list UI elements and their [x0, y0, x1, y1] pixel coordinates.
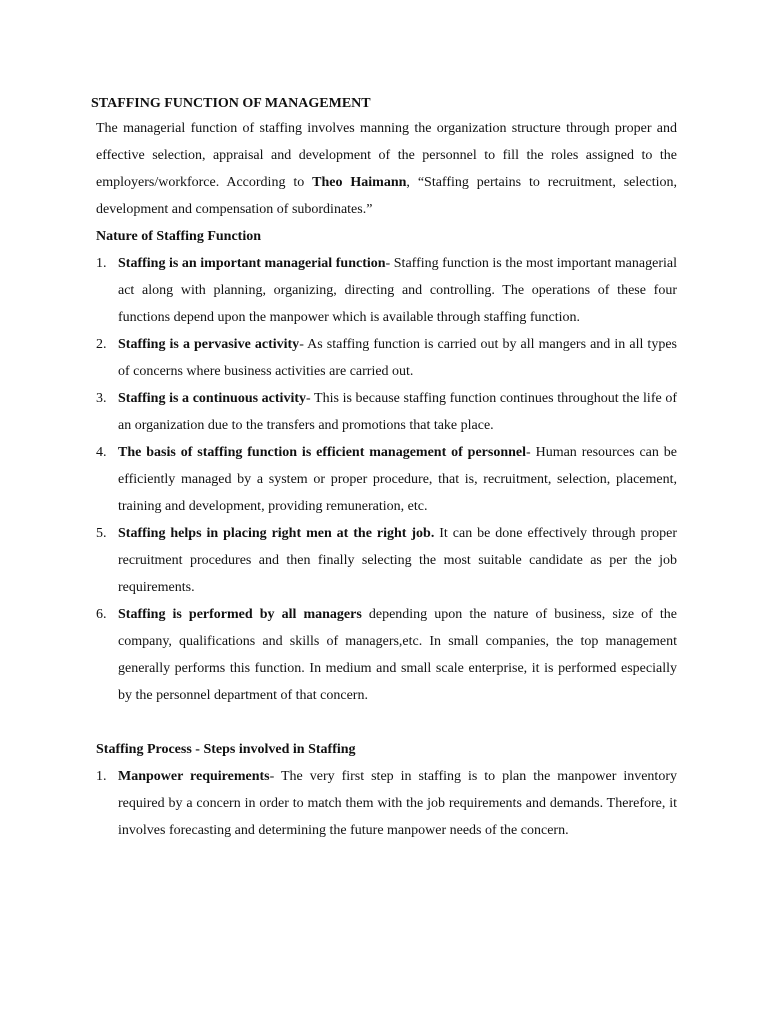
intro-text-2: , “Staffing pertains to recruitment, selection, development and compensation of subordinates.” — [96, 175, 677, 217]
nature-heading: Nature of Staffing Function — [96, 229, 262, 244]
list-item — [96, 250, 677, 331]
intro-text-1: The managerial function of staffing involves manning the organization structure through proper and effective selection, appraisal and development of the personnel to fill the roles assigned to the employers/workforce. According to — [96, 121, 677, 190]
item-number: 4. — [96, 445, 107, 460]
intro-paragraph — [96, 115, 677, 223]
item-text: - As staffing function is carried out by all mangers and in all types of concerns where business activities are carried out. — [118, 337, 677, 379]
list-item — [96, 439, 677, 520]
list-item — [96, 520, 677, 601]
item-text: - The very first step in staffing is to plan the manpower inventory required by a concern in order to match them with the job requirements and demands. Therefore, it involves forecasting and determining the future manpower needs of the concern. — [118, 769, 677, 838]
item-number: 3. — [96, 391, 107, 406]
list-item — [96, 385, 677, 439]
document-body — [91, 92, 678, 844]
section-spacer — [96, 709, 677, 736]
item-number: 2. — [96, 337, 107, 352]
list-item — [96, 763, 677, 844]
item-text: depending upon the nature of business, size of the company, qualifications and skills of managers,etc. In small companies, the top management generally performs this function. In medium and small scale enterprise, it is performed especially by the personnel department of that concern. — [118, 607, 677, 703]
list-item — [96, 601, 677, 709]
item-text: - Human resources can be efficiently managed by a system or proper procedure, that is, recruitment, selection, placement, training and development, providing remuneration, etc. — [118, 445, 677, 514]
item-bold-text: Staffing helps in placing right men at the right job. — [118, 526, 435, 541]
item-bold-text: Manpower requirements — [118, 769, 270, 784]
item-text: - This is because staffing function continues throughout the life of an organization due to the transfers and promotions that take place. — [118, 391, 677, 433]
list-item — [96, 331, 677, 385]
item-number: 1. — [96, 256, 107, 271]
item-number: 1. — [96, 769, 107, 784]
item-number: 6. — [96, 607, 107, 622]
item-text: - Staffing function is the most important managerial act along with planning, organizing, directing and controlling. The operations of these four functions depend upon the manpower which is available through staffing function. — [118, 256, 677, 325]
item-bold-text: Staffing is an important managerial function — [118, 256, 386, 271]
document-title: STAFFING FUNCTION OF MANAGEMENT — [91, 96, 371, 111]
item-bold-text: Staffing is a pervasive activity — [118, 337, 300, 352]
item-bold-text: Staffing is performed by all managers — [118, 607, 362, 622]
item-number: 5. — [96, 526, 107, 541]
item-text: It can be done effectively through proper recruitment procedures and then finally selecting the most suitable candidate as per the job requirements. — [118, 526, 678, 595]
item-bold-text: The basis of staffing function is efficient management of personnel — [118, 445, 527, 460]
item-bold-text: Staffing is a continuous activity — [118, 391, 307, 406]
nature-list — [96, 250, 677, 709]
process-heading: Staffing Process - Steps involved in Staffing — [96, 742, 356, 757]
author-name: Theo Haimann — [312, 175, 407, 190]
process-list — [96, 763, 677, 844]
